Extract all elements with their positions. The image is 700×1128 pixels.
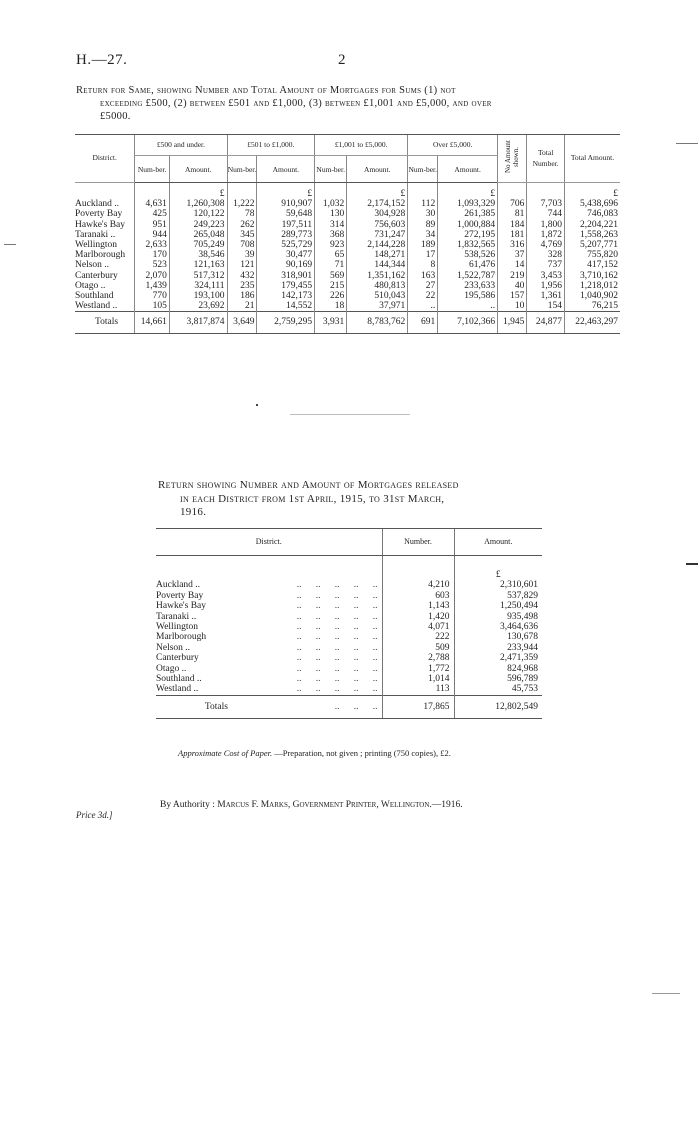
cell-number: 113 <box>382 684 454 695</box>
cell-num-1000: 1,222 <box>227 199 257 209</box>
cell-num-500: 170 <box>135 250 170 260</box>
cell-num-1000: 121 <box>227 260 257 270</box>
cell-no-amount: 181 <box>498 230 527 240</box>
table-row <box>156 674 542 684</box>
cell-amt-1000: 14,552 <box>257 301 315 312</box>
table-row <box>156 580 542 590</box>
cell-district: Taranaki .. <box>75 229 116 240</box>
cell-amt-5000: 510,043 <box>347 291 408 301</box>
cell-amt-over: 1,093,329 <box>438 199 498 209</box>
cell-amt-5000: 2,144,228 <box>347 240 408 250</box>
table2-title-line: 1916. <box>180 506 207 518</box>
table-row <box>75 240 620 250</box>
cell-total-amount: 5,207,771 <box>565 240 621 250</box>
document-reference: H.—27. <box>76 52 128 68</box>
cell-amt-500: 121,163 <box>169 260 227 270</box>
cost-note-text: —Preparation, not given ; printing (750 copies), £2. <box>274 748 451 758</box>
cell-no-amount: 184 <box>498 220 527 230</box>
totals-num-5000: 3,931 <box>315 312 347 333</box>
page-speck <box>256 404 258 406</box>
cell-district: Auckland .. <box>75 199 120 210</box>
cell-district: Poverty Bay <box>75 209 123 220</box>
cell-total-amount: 746,083 <box>565 209 621 219</box>
cell-district: Wellington <box>156 622 198 633</box>
col-header-amount: Amount. <box>169 156 227 183</box>
totals-number: 17,865 <box>382 695 454 718</box>
col-header-number: Num-ber. <box>227 156 257 183</box>
table1-title-line: exceeding £500, (2) between £501 and £1,000, (3) between £1,001 and £5,000, and over <box>100 98 492 109</box>
pound-sign: £ <box>565 183 621 200</box>
leader-dots: .. .. .. .. .. <box>296 663 378 674</box>
cell-amt-500: 705,249 <box>169 240 227 250</box>
cell-num-500: 2,070 <box>135 271 170 281</box>
cost-note-label: Approximate Cost of Paper. <box>178 748 273 758</box>
cell-amt-over: 261,385 <box>438 209 498 219</box>
cell-num-5000: 569 <box>315 271 347 281</box>
margin-mark <box>652 993 680 994</box>
cell-num-over: 112 <box>408 199 438 209</box>
table-row <box>156 591 542 601</box>
cell-no-amount: 10 <box>498 301 527 312</box>
cell-num-1000: 186 <box>227 291 257 301</box>
cell-num-5000: 368 <box>315 230 347 240</box>
cell-num-1000: 345 <box>227 230 257 240</box>
leader-dots: .. .. .. .. .. <box>296 580 378 591</box>
cell-amt-5000: 148,271 <box>347 250 408 260</box>
col-header-total-amount: Total Amount. <box>565 135 621 183</box>
cell-total-amount: 2,204,221 <box>565 220 621 230</box>
cell-district: Southland .. <box>156 674 202 685</box>
cell-number: 1,143 <box>382 601 454 611</box>
cell-num-5000: 215 <box>315 281 347 291</box>
cell-amt-500: 120,122 <box>169 209 227 219</box>
cell-district: Nelson .. <box>156 642 191 653</box>
leader-dots: .. .. .. .. .. <box>296 590 378 601</box>
cell-no-amount: 157 <box>498 291 527 301</box>
table2-title <box>158 479 538 520</box>
totals-district: Totals <box>75 312 135 333</box>
cell-num-1000: 708 <box>227 240 257 250</box>
col-header-number: Num-ber. <box>408 156 438 183</box>
totals-no-amount: 1,945 <box>498 312 527 333</box>
col-header-no-amount <box>498 135 527 183</box>
totals-amt-over: 7,102,366 <box>438 312 498 333</box>
pound-sign: £ <box>169 183 227 200</box>
cell-total-number: 3,453 <box>527 271 565 281</box>
cell-number: 1,014 <box>382 674 454 684</box>
cell-num-5000: 314 <box>315 220 347 230</box>
mortgage-sums-table <box>75 134 620 334</box>
cell-num-500: 523 <box>135 260 170 270</box>
col-header-district: District. <box>156 529 382 556</box>
cell-amt-over: 1,000,884 <box>438 220 498 230</box>
table-row <box>75 271 620 281</box>
cell-number: 1,772 <box>382 664 454 674</box>
table-row <box>156 601 542 611</box>
cell-num-over: 30 <box>408 209 438 219</box>
cell-amount: 233,944 <box>454 643 542 653</box>
cell-num-500: 770 <box>135 291 170 301</box>
cell-total-number: 154 <box>527 301 565 312</box>
cell-district: Otago .. <box>75 280 106 291</box>
totals-total-number: 24,877 <box>527 312 565 333</box>
cell-number: 603 <box>382 591 454 601</box>
cell-amt-500: 193,100 <box>169 291 227 301</box>
cell-num-over: .. <box>408 301 438 312</box>
cell-total-number: 1,800 <box>527 220 565 230</box>
totals-amt-1000: 2,759,295 <box>257 312 315 333</box>
cell-num-5000: 18 <box>315 301 347 312</box>
leader-dots: .. .. .. .. .. <box>296 632 378 643</box>
authority-name: Marcus F. Marks, Government Printer, Wellington.—1916. <box>217 800 463 810</box>
totals-num-over: 691 <box>408 312 438 333</box>
col-header-group-500: £500 and under. <box>135 135 227 156</box>
table-row <box>156 643 542 653</box>
cell-number: 1,420 <box>382 612 454 622</box>
cell-num-5000: 923 <box>315 240 347 250</box>
cell-no-amount: 316 <box>498 240 527 250</box>
cell-amt-5000: 1,351,162 <box>347 271 408 281</box>
cell-number: 4,071 <box>382 622 454 632</box>
col-header-amount: Amount. <box>257 156 315 183</box>
table1-title <box>76 84 616 123</box>
totals-label: Totals <box>156 695 228 718</box>
cell-amount: 1,250,494 <box>454 601 542 611</box>
cell-no-amount: 14 <box>498 260 527 270</box>
cell-amt-1000: 59,648 <box>257 209 315 219</box>
cell-amt-500: 1,260,308 <box>169 199 227 209</box>
col-header-amount: Amount. <box>347 156 408 183</box>
cell-amt-5000: 144,344 <box>347 260 408 270</box>
cell-amt-1000: 30,477 <box>257 250 315 260</box>
col-header-group-1000: £501 to £1,000. <box>227 135 315 156</box>
cell-amt-1000: 910,907 <box>257 199 315 209</box>
cell-total-number: 1,361 <box>527 291 565 301</box>
cell-total-amount: 755,820 <box>565 250 621 260</box>
cell-amt-1000: 179,455 <box>257 281 315 291</box>
cell-total-amount: 3,710,162 <box>565 271 621 281</box>
cell-district: Canterbury <box>75 270 118 281</box>
cell-amount: 2,471,359 <box>454 653 542 663</box>
cell-no-amount: 219 <box>498 271 527 281</box>
leader-dots: .. .. .. .. .. <box>296 674 378 685</box>
totals-amount: 12,802,549 <box>454 695 542 718</box>
cell-district: Marlborough <box>156 632 207 643</box>
cell-amt-500: 517,312 <box>169 271 227 281</box>
cell-num-500: 951 <box>135 220 170 230</box>
cell-amt-5000: 2,174,152 <box>347 199 408 209</box>
cell-district: Nelson .. <box>75 260 110 271</box>
cell-num-500: 1,439 <box>135 281 170 291</box>
col-header-number: Num-ber. <box>135 156 170 183</box>
cell-amt-5000: 37,971 <box>347 301 408 312</box>
cell-num-over: 34 <box>408 230 438 240</box>
cell-amount: 2,310,601 <box>454 580 542 590</box>
cell-num-1000: 39 <box>227 250 257 260</box>
table-row <box>156 612 542 622</box>
cell-num-over: 163 <box>408 271 438 281</box>
cell-district: Westland .. <box>75 301 118 312</box>
table-row <box>75 199 620 209</box>
col-header-number: Number. <box>382 529 454 556</box>
totals-amt-5000: 8,783,762 <box>347 312 408 333</box>
cell-amt-over: 272,195 <box>438 230 498 240</box>
cell-no-amount: 37 <box>498 250 527 260</box>
cell-amt-1000: 318,901 <box>257 271 315 281</box>
cell-amt-over: 195,586 <box>438 291 498 301</box>
col-header-total-number: Total Number. <box>527 135 565 183</box>
cell-amt-over: 233,633 <box>438 281 498 291</box>
table-row <box>156 632 542 642</box>
table-row <box>75 291 620 301</box>
col-header-amount: Amount. <box>438 156 498 183</box>
cell-num-500: 105 <box>135 301 170 312</box>
totals-num-500: 14,661 <box>135 312 170 333</box>
margin-mark <box>4 244 16 245</box>
cell-total-number: 328 <box>527 250 565 260</box>
cell-district: Otago .. <box>156 663 187 674</box>
table-row <box>75 220 620 230</box>
cell-district: Westland .. <box>156 684 199 695</box>
cell-no-amount: 81 <box>498 209 527 219</box>
cell-num-1000: 432 <box>227 271 257 281</box>
col-header-group-over: Over £5,000. <box>408 135 498 156</box>
col-header-district: District. <box>75 135 135 183</box>
cell-num-5000: 71 <box>315 260 347 270</box>
table1-title-line: £5000. <box>100 111 131 122</box>
table-row <box>156 622 542 632</box>
cell-total-number: 744 <box>527 209 565 219</box>
no-amount-label: No Amount shown. <box>504 140 521 174</box>
cell-amt-5000: 304,928 <box>347 209 408 219</box>
cell-amt-5000: 480,813 <box>347 281 408 291</box>
cell-district: Auckland .. <box>156 580 201 591</box>
cell-amount: 824,968 <box>454 664 542 674</box>
cell-num-over: 8 <box>408 260 438 270</box>
table-row <box>156 664 542 674</box>
cell-total-amount: 417,152 <box>565 260 621 270</box>
totals-row <box>75 312 620 333</box>
table-row <box>156 684 542 695</box>
cell-total-amount: 1,040,902 <box>565 291 621 301</box>
totals-row <box>156 695 542 718</box>
cell-num-5000: 130 <box>315 209 347 219</box>
cell-number: 2,788 <box>382 653 454 663</box>
cell-num-500: 425 <box>135 209 170 219</box>
cell-total-amount: 5,438,696 <box>565 199 621 209</box>
table2-title-line: in each District from 1st April, 1915, to 31st March, <box>180 492 445 505</box>
table-row <box>156 653 542 663</box>
cell-no-amount: 40 <box>498 281 527 291</box>
pound-sign: £ <box>454 556 542 581</box>
cell-total-number: 737 <box>527 260 565 270</box>
table2-title-line: Return showing Number and Amount of Mortgages released <box>158 479 459 491</box>
cell-total-number: 1,872 <box>527 230 565 240</box>
cell-num-over: 89 <box>408 220 438 230</box>
cell-total-number: 4,769 <box>527 240 565 250</box>
cell-number: 509 <box>382 643 454 653</box>
margin-mark <box>686 563 698 565</box>
cell-amt-500: 265,048 <box>169 230 227 240</box>
leader-dots: .. .. .. .. .. <box>296 684 378 695</box>
leader-dots: .. .. .. .. .. <box>296 642 378 653</box>
cell-amount: 130,678 <box>454 632 542 642</box>
totals-num-1000: 3,649 <box>227 312 257 333</box>
col-header-group-5000: £1,001 to £5,000. <box>315 135 408 156</box>
cell-district: Wellington <box>75 240 117 251</box>
cell-amt-over: 538,526 <box>438 250 498 260</box>
cell-district: Taranaki .. <box>156 611 197 622</box>
cell-district: Hawke's Bay <box>75 219 125 230</box>
cell-amt-5000: 731,247 <box>347 230 408 240</box>
cell-district: Southland <box>75 291 114 302</box>
cell-amt-over: 1,832,565 <box>438 240 498 250</box>
table-row <box>75 260 620 270</box>
cell-num-1000: 21 <box>227 301 257 312</box>
cell-total-amount: 1,558,263 <box>565 230 621 240</box>
table1-title-line: Return for Same, showing Number and Total Amount of Mortgages for Sums (1) not <box>76 85 456 96</box>
cell-num-5000: 65 <box>315 250 347 260</box>
totals-total-amount: 22,463,297 <box>565 312 621 333</box>
cell-num-500: 944 <box>135 230 170 240</box>
leader-dots: .. .. .. .. .. <box>296 653 378 664</box>
cell-amount: 3,464,636 <box>454 622 542 632</box>
cell-num-5000: 226 <box>315 291 347 301</box>
currency-row <box>75 183 620 200</box>
cell-total-amount: 1,218,012 <box>565 281 621 291</box>
cell-amount: 45,753 <box>454 684 542 695</box>
cell-no-amount: 706 <box>498 199 527 209</box>
cell-amt-over: 1,522,787 <box>438 271 498 281</box>
pound-sign: £ <box>347 183 408 200</box>
table-row <box>75 281 620 291</box>
price-note: Price 3d.] <box>76 810 113 820</box>
table-row <box>75 250 620 260</box>
cell-district: Poverty Bay <box>156 590 204 601</box>
table-row <box>75 230 620 240</box>
cell-number: 4,210 <box>382 580 454 590</box>
leader-dots: .. .. .. .. .. <box>296 601 378 612</box>
cell-amt-1000: 289,773 <box>257 230 315 240</box>
cell-amt-500: 38,546 <box>169 250 227 260</box>
leader-dots: .. .. .. .. .. <box>296 622 378 633</box>
cell-num-500: 2,633 <box>135 240 170 250</box>
pound-sign: £ <box>438 183 498 200</box>
cell-num-1000: 262 <box>227 220 257 230</box>
page-number: 2 <box>338 52 346 68</box>
cell-num-500: 4,631 <box>135 199 170 209</box>
pound-sign: £ <box>257 183 315 200</box>
table-row <box>75 301 620 312</box>
cell-num-1000: 78 <box>227 209 257 219</box>
cell-district: Canterbury <box>156 653 199 664</box>
currency-row <box>156 556 542 581</box>
authority-prefix: By Authority : <box>160 800 215 810</box>
col-header-number: Num-ber. <box>315 156 347 183</box>
section-divider <box>290 414 410 415</box>
cell-total-number: 7,703 <box>527 199 565 209</box>
cell-amount: 596,789 <box>454 674 542 684</box>
cell-amt-5000: 756,603 <box>347 220 408 230</box>
cell-num-1000: 235 <box>227 281 257 291</box>
cell-district: Marlborough <box>75 250 126 261</box>
cell-amount: 935,498 <box>454 612 542 622</box>
table-row <box>75 209 620 219</box>
cell-amt-over: 61,476 <box>438 260 498 270</box>
cell-amt-1000: 90,169 <box>257 260 315 270</box>
cell-amt-over: .. <box>438 301 498 312</box>
leader-dots: .. .. .. <box>228 695 382 718</box>
totals-amt-500: 3,817,874 <box>169 312 227 333</box>
cell-number: 222 <box>382 632 454 642</box>
cell-amt-1000: 197,511 <box>257 220 315 230</box>
printer-authority <box>160 800 463 810</box>
leader-dots: .. .. .. .. .. <box>296 611 378 622</box>
cell-num-over: 27 <box>408 281 438 291</box>
cell-district: Hawke's Bay <box>156 601 206 612</box>
cell-total-amount: 76,215 <box>565 301 621 312</box>
cost-note <box>178 748 578 758</box>
cell-num-over: 189 <box>408 240 438 250</box>
cell-num-5000: 1,032 <box>315 199 347 209</box>
cell-amt-500: 23,692 <box>169 301 227 312</box>
cell-amount: 537,829 <box>454 591 542 601</box>
cell-amt-1000: 525,729 <box>257 240 315 250</box>
cell-total-number: 1,956 <box>527 281 565 291</box>
cell-amt-500: 324,111 <box>169 281 227 291</box>
mortgages-released-table <box>156 528 542 719</box>
col-header-amount: Amount. <box>454 529 542 556</box>
cell-num-over: 17 <box>408 250 438 260</box>
cell-num-over: 22 <box>408 291 438 301</box>
cell-amt-500: 249,223 <box>169 220 227 230</box>
cell-amt-1000: 142,173 <box>257 291 315 301</box>
margin-mark <box>676 143 698 144</box>
